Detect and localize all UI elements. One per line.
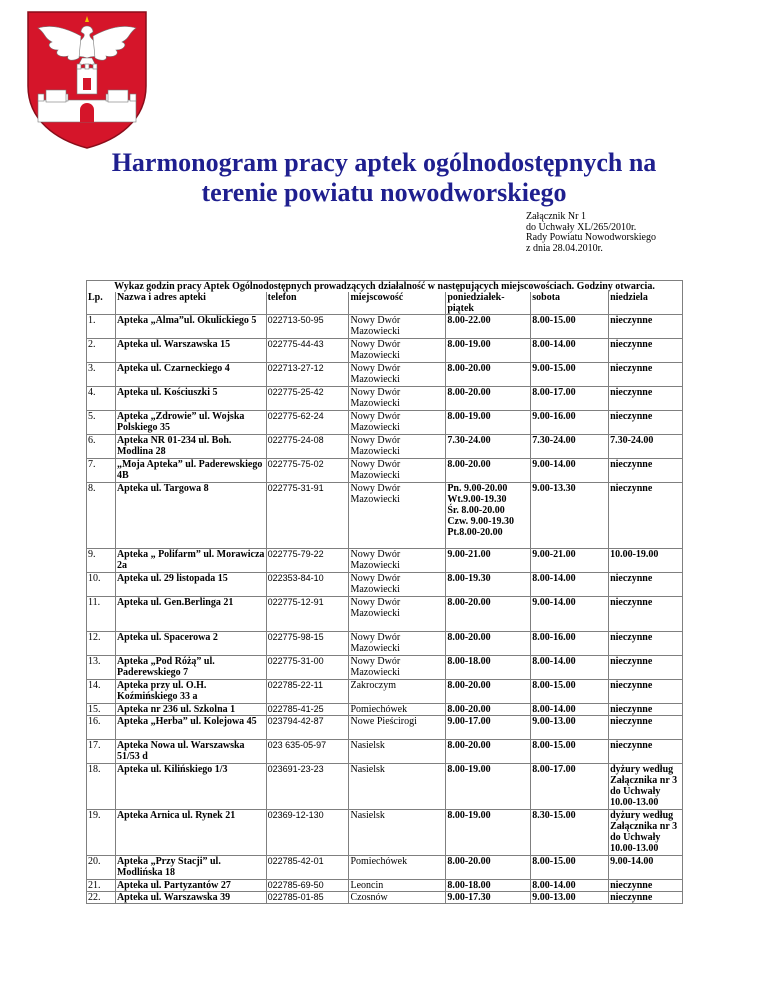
cell-name: Apteka ul. Warszawska 39 xyxy=(115,892,266,904)
cell-saturday: 8.00-16.00 xyxy=(531,632,609,656)
cell-sunday: nieczynne xyxy=(609,387,683,411)
cell-weekday: 8.00-20.00 xyxy=(446,632,531,656)
cell-name: Apteka ul. Gen.Berlinga 21 xyxy=(115,597,266,632)
cell-weekday: 8.00-19.00 xyxy=(446,810,531,856)
cell-weekday: 8.00-20.00 xyxy=(446,856,531,880)
cell-sunday: nieczynne xyxy=(609,632,683,656)
cell-weekday: Pn. 9.00-20.00 Wt.9.00-19.30 Śr. 8.00-20.00 Czw. 9.00-19.30 Pt.8.00-20.00 xyxy=(446,483,531,549)
annex-line: Rady Powiatu Nowodworskiego xyxy=(526,232,656,243)
cell-place: Nasielsk xyxy=(349,764,446,810)
table-row xyxy=(87,632,683,656)
cell-weekday: 8.00-18.00 xyxy=(446,880,531,892)
cell-place: Nowy Dwór Mazowiecki xyxy=(349,573,446,597)
table-row xyxy=(87,597,683,632)
cell-weekday: 8.00-20.00 xyxy=(446,387,531,411)
cell-sunday: nieczynne xyxy=(609,740,683,764)
table-row xyxy=(87,573,683,597)
cell-saturday: 8.00-15.00 xyxy=(531,856,609,880)
cell-place: Nowy Dwór Mazowiecki xyxy=(349,483,446,549)
page-title-line-1: Harmonogram pracy aptek ogólnodostępnych na xyxy=(111,148,657,177)
cell-name: Apteka ul. Partyzantów 27 xyxy=(115,880,266,892)
cell-lp: 4. xyxy=(87,387,116,411)
cell-phone: 023691-23-23 xyxy=(266,764,349,810)
cell-place: Czosnów xyxy=(349,892,446,904)
cell-phone: 022775-31-00 xyxy=(266,656,349,680)
cell-place: Zakroczym xyxy=(349,680,446,704)
table-row xyxy=(87,483,683,549)
cell-weekday: 8.00-19.00 xyxy=(446,411,531,435)
page-title-line-2: terenie powiatu nowodworskiego xyxy=(201,178,567,207)
cell-saturday: 8.00-15.00 xyxy=(531,680,609,704)
annex-line: z dnia 28.04.2010r. xyxy=(526,242,603,254)
cell-weekday: 8.00-20.00 xyxy=(446,740,531,764)
cell-name: Apteka nr 236 ul. Szkolna 1 xyxy=(115,704,266,716)
table-row xyxy=(87,387,683,411)
cell-weekday: 9.00-17.30 xyxy=(446,892,531,904)
cell-lp: 22. xyxy=(87,892,116,904)
cell-lp: 19. xyxy=(87,810,116,856)
cell-saturday: 8.00-17.00 xyxy=(531,387,609,411)
annex-line: Załącznik Nr 1 xyxy=(526,211,586,222)
cell-place: Nowe Pieścirogi xyxy=(349,716,446,740)
cell-name: Apteka przy ul. O.H. Koźmińskiego 33 a xyxy=(115,680,266,704)
table-row xyxy=(87,656,683,680)
cell-lp: 13. xyxy=(87,656,116,680)
header-place: miejscowość xyxy=(349,292,446,315)
pharmacy-schedule-table xyxy=(86,280,683,904)
cell-saturday: 9.00-13.00 xyxy=(531,892,609,904)
cell-phone: 023 635-05-97 xyxy=(266,740,349,764)
cell-weekday: 8.00-19.00 xyxy=(446,764,531,810)
table-row xyxy=(87,810,683,856)
cell-name: Apteka Nowa ul. Warszawska 51/53 d xyxy=(115,740,266,764)
cell-name: Apteka „Zdrowie” ul. Wojska Polskiego 35 xyxy=(115,411,266,435)
cell-place: Nowy Dwór Mazowiecki xyxy=(349,435,446,459)
cell-weekday: 7.30-24.00 xyxy=(446,435,531,459)
cell-lp: 9. xyxy=(87,549,116,573)
cell-name: Apteka NR 01-234 ul. Boh. Modlina 28 xyxy=(115,435,266,459)
table-row xyxy=(87,459,683,483)
header-name: Nazwa i adres apteki xyxy=(115,292,266,315)
coat-of-arms-icon xyxy=(22,8,152,150)
cell-phone: 022775-31-91 xyxy=(266,483,349,549)
cell-lp: 7. xyxy=(87,459,116,483)
cell-sunday: nieczynne xyxy=(609,680,683,704)
cell-phone: 022775-79-22 xyxy=(266,549,349,573)
cell-place: Nasielsk xyxy=(349,810,446,856)
cell-sunday: nieczynne xyxy=(609,339,683,363)
cell-sunday: 9.00-14.00 xyxy=(609,856,683,880)
cell-place: Nowy Dwór Mazowiecki xyxy=(349,549,446,573)
cell-saturday: 8.00-15.00 xyxy=(531,740,609,764)
cell-saturday: 9.00-15.00 xyxy=(531,363,609,387)
table-caption: Wykaz godzin pracy Aptek Ogólnodostępnych prowadzących działalność w następujących miejscowościach. Godziny otwarcia. xyxy=(87,281,683,293)
table-caption-row xyxy=(87,281,683,293)
cell-name: Apteka ul. 29 listopada 15 xyxy=(115,573,266,597)
cell-weekday: 8.00-18.00 xyxy=(446,656,531,680)
header-sunday: niedziela xyxy=(609,292,683,315)
cell-place: Leoncin xyxy=(349,880,446,892)
cell-name: Apteka „Pod Różą” ul. Paderewskiego 7 xyxy=(115,656,266,680)
cell-lp: 15. xyxy=(87,704,116,716)
cell-saturday: 9.00-14.00 xyxy=(531,597,609,632)
cell-lp: 16. xyxy=(87,716,116,740)
cell-lp: 2. xyxy=(87,339,116,363)
cell-lp: 1. xyxy=(87,315,116,339)
table-row xyxy=(87,716,683,740)
table-row xyxy=(87,880,683,892)
table-row xyxy=(87,740,683,764)
cell-name: Apteka ul. Kilińskiego 1/3 xyxy=(115,764,266,810)
cell-lp: 21. xyxy=(87,880,116,892)
cell-phone: 022353-84-10 xyxy=(266,573,349,597)
cell-sunday: nieczynne xyxy=(609,483,683,549)
cell-name: Apteka ul. Czarneckiego 4 xyxy=(115,363,266,387)
cell-phone: 022785-41-25 xyxy=(266,704,349,716)
cell-lp: 8. xyxy=(87,483,116,549)
cell-sunday: nieczynne xyxy=(609,411,683,435)
table-row xyxy=(87,435,683,459)
cell-lp: 14. xyxy=(87,680,116,704)
cell-saturday: 8.00-14.00 xyxy=(531,573,609,597)
cell-place: Nowy Dwór Mazowiecki xyxy=(349,387,446,411)
table-row xyxy=(87,892,683,904)
cell-phone: 022775-44-43 xyxy=(266,339,349,363)
cell-phone: 022713-50-95 xyxy=(266,315,349,339)
cell-weekday: 8.00-20.00 xyxy=(446,597,531,632)
cell-phone: 022775-12-91 xyxy=(266,597,349,632)
cell-lp: 11. xyxy=(87,597,116,632)
cell-name: Apteka „Alma”ul. Okulickiego 5 xyxy=(115,315,266,339)
table-row xyxy=(87,856,683,880)
page-title xyxy=(60,148,708,208)
cell-saturday: 8.00-14.00 xyxy=(531,339,609,363)
cell-weekday: 9.00-21.00 xyxy=(446,549,531,573)
cell-lp: 18. xyxy=(87,764,116,810)
cell-place: Nowy Dwór Mazowiecki xyxy=(349,597,446,632)
cell-phone: 022713-27-12 xyxy=(266,363,349,387)
cell-sunday: nieczynne xyxy=(609,880,683,892)
cell-lp: 10. xyxy=(87,573,116,597)
table-row xyxy=(87,411,683,435)
table-header-row xyxy=(87,292,683,315)
cell-lp: 17. xyxy=(87,740,116,764)
cell-saturday: 8.00-15.00 xyxy=(531,315,609,339)
cell-saturday: 8.30-15.00 xyxy=(531,810,609,856)
cell-phone: 023794-42-87 xyxy=(266,716,349,740)
cell-phone: 022775-62-24 xyxy=(266,411,349,435)
cell-name: Apteka Arnica ul. Rynek 21 xyxy=(115,810,266,856)
cell-saturday: 8.00-17.00 xyxy=(531,764,609,810)
cell-saturday: 9.00-13.00 xyxy=(531,716,609,740)
cell-place: Nowy Dwór Mazowiecki xyxy=(349,632,446,656)
table-row xyxy=(87,549,683,573)
cell-place: Nowy Dwór Mazowiecki xyxy=(349,315,446,339)
cell-saturday: 9.00-13.30 xyxy=(531,483,609,549)
cell-saturday: 8.00-14.00 xyxy=(531,656,609,680)
cell-sunday: nieczynne xyxy=(609,459,683,483)
table-row xyxy=(87,704,683,716)
cell-name: Apteka ul. Spacerowa 2 xyxy=(115,632,266,656)
cell-name: Apteka „ Polifarm” ul. Morawicza 2a xyxy=(116,549,265,571)
cell-sunday: nieczynne xyxy=(609,704,683,716)
cell-saturday: 8.00-14.00 xyxy=(531,704,609,716)
cell-sunday: nieczynne xyxy=(609,573,683,597)
table-row xyxy=(87,315,683,339)
cell-place: Nowy Dwór Mazowiecki xyxy=(349,339,446,363)
cell-weekday: 8.00-20.00 xyxy=(446,459,531,483)
cell-lp: 20. xyxy=(87,856,116,880)
cell-lp: 3. xyxy=(87,363,116,387)
cell-saturday: 7.30-24.00 xyxy=(531,435,609,459)
table-row xyxy=(87,339,683,363)
cell-place: Pomiechówek xyxy=(349,704,446,716)
cell-phone: 022775-75-02 xyxy=(266,459,349,483)
cell-sunday: nieczynne xyxy=(609,315,683,339)
cell-phone: 022775-25-42 xyxy=(266,387,349,411)
cell-weekday: 8.00-19.00 xyxy=(446,339,531,363)
cell-place: Pomiechówek xyxy=(349,856,446,880)
cell-phone: 022775-24-08 xyxy=(266,435,349,459)
cell-saturday: 9.00-16.00 xyxy=(531,411,609,435)
header-saturday: sobota xyxy=(531,292,609,315)
cell-sunday: dyżury według Załącznika nr 3 do Uchwały 10.00-13.00 xyxy=(609,810,683,856)
cell-weekday: 8.00-20.00 xyxy=(446,704,531,716)
cell-sunday: 10.00-19.00 xyxy=(609,549,683,573)
cell-sunday: nieczynne xyxy=(609,656,683,680)
cell-sunday: nieczynne xyxy=(609,363,683,387)
cell-weekday: 8.00-19.30 xyxy=(446,573,531,597)
cell-weekday: 9.00-17.00 xyxy=(446,716,531,740)
cell-name: Apteka ul. Kościuszki 5 xyxy=(115,387,266,411)
cell-phone: 022775-98-15 xyxy=(266,632,349,656)
cell-phone: 02369-12-130 xyxy=(266,810,349,856)
table-row xyxy=(87,680,683,704)
annex-note xyxy=(526,212,656,254)
cell-sunday: nieczynne xyxy=(609,892,683,904)
cell-weekday: 8.00-20.00 xyxy=(446,680,531,704)
cell-place: Nowy Dwór Mazowiecki xyxy=(349,411,446,435)
cell-saturday: 9.00-14.00 xyxy=(531,459,609,483)
cell-phone: 022785-01-85 xyxy=(266,892,349,904)
annex-line: do Uchwały XL/265/2010r. xyxy=(526,221,637,233)
cell-saturday: 9.00-21.00 xyxy=(531,549,609,573)
cell-sunday: 7.30-24.00 xyxy=(609,435,683,459)
cell-name: „Moja Apteka” ul. Paderewskiego 4B xyxy=(115,459,266,483)
cell-saturday: 8.00-14.00 xyxy=(531,880,609,892)
cell-weekday: 8.00-20.00 xyxy=(446,363,531,387)
table-row xyxy=(87,363,683,387)
cell-sunday: nieczynne xyxy=(609,716,683,740)
cell-place: Nowy Dwór Mazowiecki xyxy=(349,363,446,387)
cell-weekday: 8.00-22.00 xyxy=(446,315,531,339)
cell-phone: 022785-42-01 xyxy=(266,856,349,880)
cell-place: Nasielsk xyxy=(349,740,446,764)
cell-lp: 6. xyxy=(87,435,116,459)
cell-name: Apteka „Herba” ul. Kolejowa 45 xyxy=(115,716,266,740)
cell-phone: 022785-69-50 xyxy=(266,880,349,892)
cell-sunday: nieczynne xyxy=(609,597,683,632)
table-row xyxy=(87,764,683,810)
cell-phone: 022785-22-11 xyxy=(266,680,349,704)
cell-name: Apteka „Przy Stacji” ul. Modlińska 18 xyxy=(115,856,266,880)
cell-place: Nowy Dwór Mazowiecki xyxy=(349,656,446,680)
cell-place: Nowy Dwór Mazowiecki xyxy=(349,459,446,483)
header-phone: telefon xyxy=(266,292,349,315)
cell-lp: 5. xyxy=(87,411,116,435)
cell-name: Apteka ul. Warszawska 15 xyxy=(115,339,266,363)
cell-sunday: dyżury według Załącznika nr 3 do Uchwały 10.00-13.00 xyxy=(609,764,683,810)
cell-lp: 12. xyxy=(87,632,116,656)
cell-name: Apteka ul. Targowa 8 xyxy=(115,483,266,549)
header-weekday: poniedziałek-piątek xyxy=(446,292,531,315)
header-lp: Lp. xyxy=(87,292,116,315)
